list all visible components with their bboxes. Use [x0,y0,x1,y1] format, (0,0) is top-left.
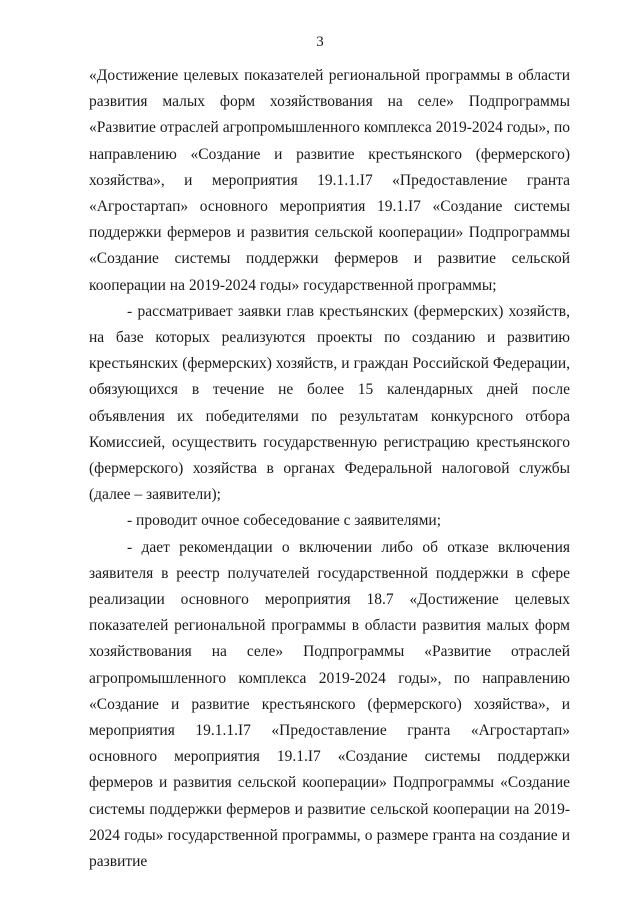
document-body [89,63,570,875]
paragraph-review-applications: - рассматривает заявки глав крестьянских (фермерских) хозяйств, на базе которых реализуются проекты по созданию и развитию крестьянских (фермерских) хозяйств, и граждан Российской Федерации, обязующихся в течение не более 15 календарных дней после объявления их победителями по результатам конкурсного отбора Комиссией, осуществить государственную регистрацию крестьянского (фермерского) хозяйства в органах Федеральной налоговой службы (далее – заявители); [89,302,570,504]
paragraph-recommendations: - дает рекомендации о включении либо об отказе включения заявителя в реестр получателей государственной поддержки в сфере реализации основного мероприятия 18.7 «Достижение целевых показателей региональной программы в области развития малых форм хозяйствования на селе» Подпрограммы «Развитие отраслей агропромышленного комплекса 2019-2024 годы», по направлению «Создание и развитие крестьянского (фермерского) хозяйства», и мероприятия 19.1.1.I7 «Предоставление гранта «Агростартап» основного мероприятия 19.1.I7 «Создание системы поддержки фермеров и развития сельской кооперации» Подпрограммы «Создание системы поддержки фермеров и развитие сельской кооперации на 2019-2024 годы» государственной программы, о размере гранта на создание и развитие [89,538,570,871]
page-number: 3 [316,34,324,50]
paragraph-continuation: «Достижение целевых показателей региональной программы в области развития малых форм хозяйствования на селе» Подпрограммы «Развитие отраслей агропромышленного комплекса 2019-2024 годы», по направлению «Создание и развитие крестьянского (фермерского) хозяйства», и мероприятия 19.1.1.I7 «Предоставление гранта «Агростартап» основного мероприятия 19.1.I7 «Создание системы поддержки фермеров и развития сельской кооперации» Подпрограммы «Создание системы поддержки фермеров и развитие сельской кооперации на 2019-2024 годы» государственной программы; [89,67,570,294]
paragraph-interview: - проводит очное собеседование с заявителями; [127,512,442,530]
